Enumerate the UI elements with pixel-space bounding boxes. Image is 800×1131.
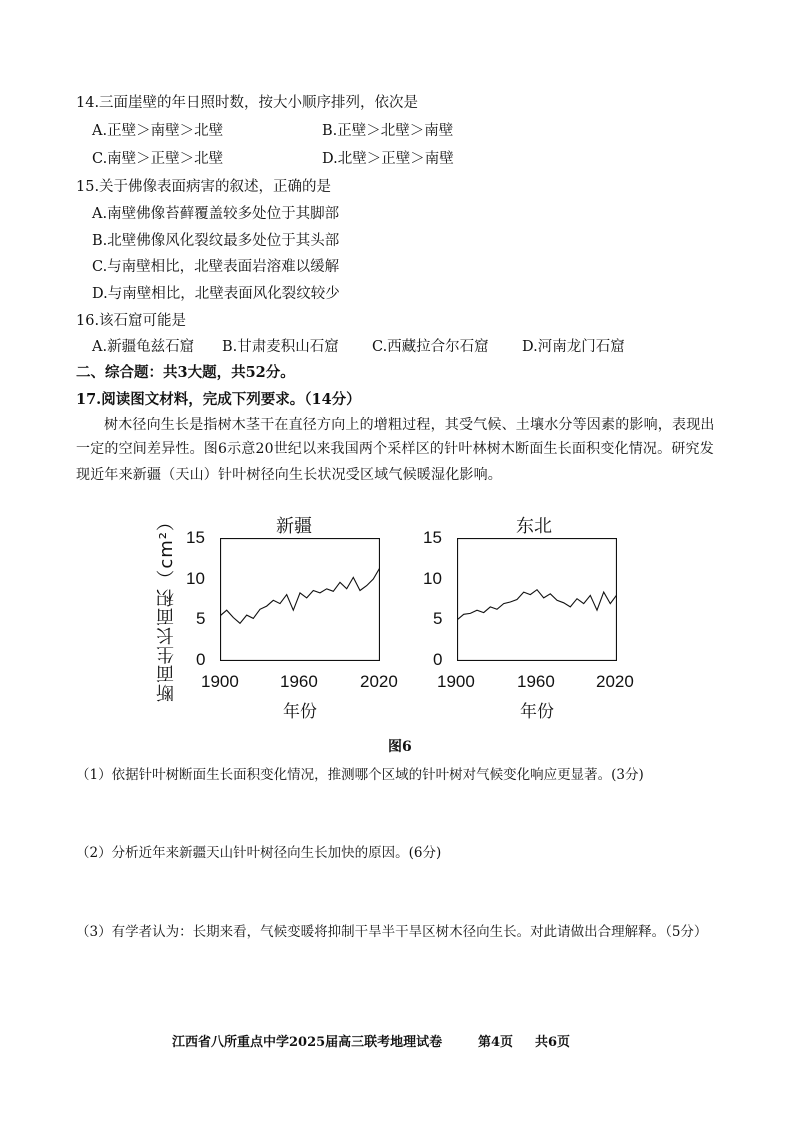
x-tick-label: 2020 — [360, 672, 398, 691]
plot-frame — [221, 539, 380, 661]
q17-stem: 17.阅读图文材料，完成下列要求。（14分） — [76, 391, 361, 408]
y-tick-label: 10 — [423, 569, 442, 588]
q17-sub-3: （3）有学者认为：长期来看，气候变暖将抑制干旱半干旱区树木径向生长。对此请做出合理解释。（5分） — [76, 924, 708, 940]
section-title: 二、综合题：共3大题，共52分。 — [76, 364, 295, 381]
y-tick-label: 0 — [196, 650, 206, 669]
x-tick-label: 1900 — [437, 672, 475, 691]
y-tick-label: 5 — [196, 609, 206, 628]
q15-option-d: D.与南壁相比，北壁表面风化裂纹较少 — [92, 286, 340, 302]
q15-stem: 15.关于佛像表面病害的叙述，正确的是 — [76, 179, 332, 195]
figure-caption: 图6 — [388, 739, 412, 755]
q14-option-b: B.正壁＞北壁＞南壁 — [322, 123, 454, 139]
x-tick-label: 2020 — [596, 672, 634, 691]
q17-material-line-2: 一定的空间差异性。图6示意20世纪以来我国两个采样区的针叶林树木断面生长面积变化情况。研究发 — [76, 441, 714, 457]
footer-title: 江西省八所重点中学2025届高三联考地理试卷 — [172, 1035, 443, 1050]
q15-option-c: C.与南壁相比，北壁表面岩溶难以缓解 — [92, 259, 340, 275]
y-tick-label: 10 — [186, 569, 205, 588]
x-axis-label: 年份 — [283, 702, 317, 722]
series-line-xinjiang — [220, 568, 380, 624]
y-axis-label: 断面生长面积（cm²） — [156, 512, 177, 702]
q14-stem: 14.三面崖壁的年日照时数，按大小顺序排列，依次是 — [76, 95, 419, 111]
chart-dongbei — [457, 538, 617, 661]
x-tick-label: 1900 — [201, 672, 239, 691]
q15-option-a: A.南壁佛像苔藓覆盖较多处位于其脚部 — [92, 206, 340, 222]
q15-option-b: B.北壁佛像风化裂纹最多处位于其头部 — [92, 233, 340, 249]
footer-page: 第4页 — [478, 1035, 514, 1050]
q16-option-a: A.新疆龟兹石窟 — [92, 339, 195, 355]
q16-option-c: C.西藏拉合尔石窟 — [372, 339, 489, 355]
footer-total: 共6页 — [535, 1035, 571, 1050]
q17-sub-2: （2）分析近年来新疆天山针叶树径向生长加快的原因。(6分) — [76, 845, 442, 861]
chart-dongbei-title: 东北 — [516, 516, 552, 537]
chart-xinjiang-title: 新疆 — [276, 516, 312, 537]
q16-option-d: D.河南龙门石窟 — [522, 339, 625, 355]
y-tick-label: 15 — [423, 528, 442, 547]
x-tick-label: 1960 — [280, 672, 318, 691]
y-tick-label: 0 — [433, 650, 443, 669]
q17-material-line-3: 现近年来新疆（天山）针叶树径向生长状况受区域气候暖湿化影响。 — [76, 467, 502, 483]
q17-material-line-1: 树木径向生长是指树木茎干在直径方向上的增粗过程，其受气候、土壤水分等因素的影响，表现出 — [104, 417, 715, 433]
y-tick-label: 5 — [433, 609, 443, 628]
q17-sub-1: （1）依据针叶树断面生长面积变化情况，推测哪个区域的针叶树对气候变化响应更显著。(3分) — [76, 767, 644, 783]
y-tick-label: 15 — [186, 528, 205, 547]
q14-option-c: C.南壁＞正壁＞北壁 — [92, 151, 224, 167]
x-tick-label: 1960 — [517, 672, 555, 691]
q16-option-b: B.甘肃麦积山石窟 — [222, 339, 339, 355]
x-axis-label: 年份 — [520, 702, 554, 722]
chart-xinjiang — [220, 538, 380, 661]
q14-option-d: D.北壁＞正壁＞南壁 — [322, 151, 454, 167]
series-line-dongbei — [457, 590, 617, 620]
q14-option-a: A.正壁＞南壁＞北壁 — [92, 123, 224, 139]
q16-stem: 16.该石窟可能是 — [76, 313, 187, 329]
